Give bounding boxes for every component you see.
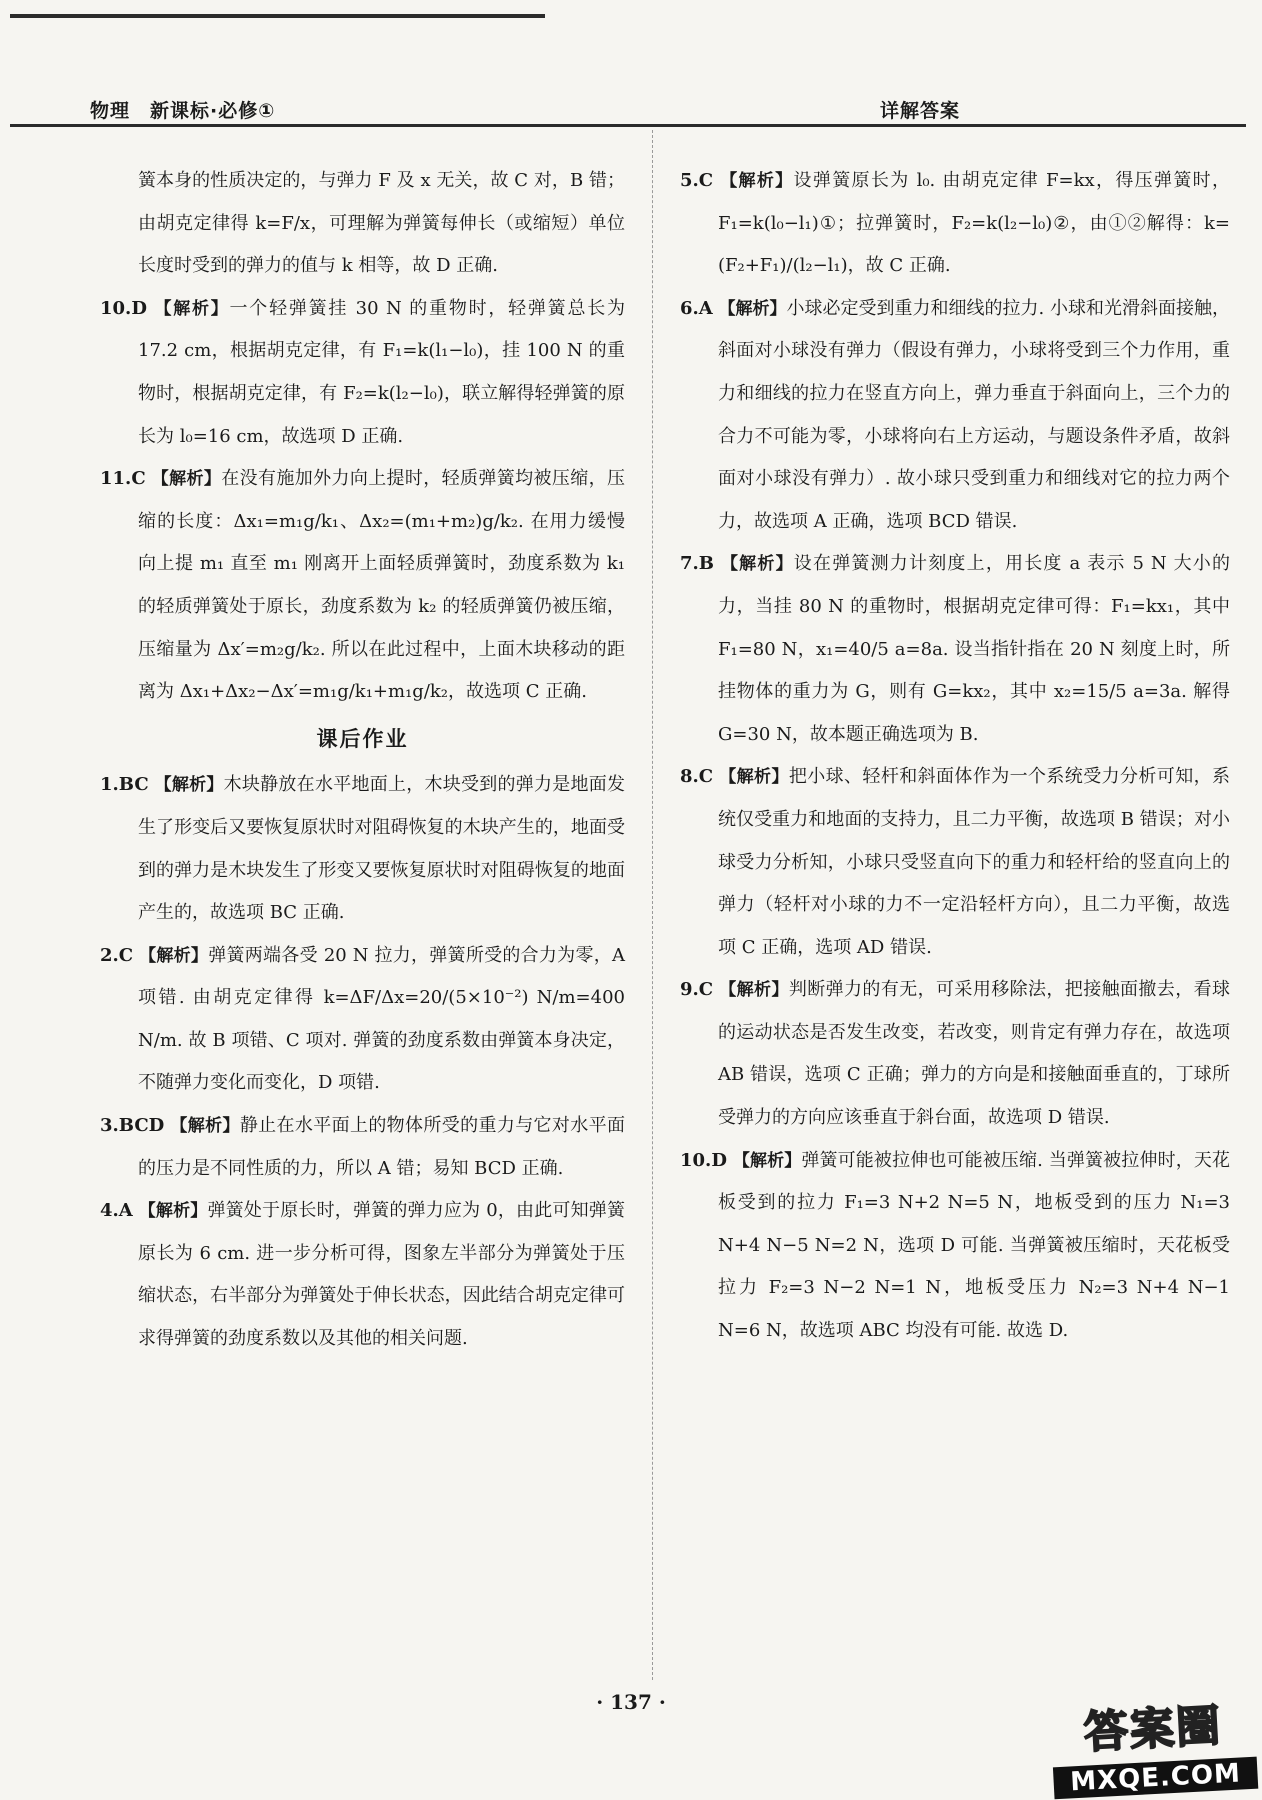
answer-item <box>680 1140 1230 1353</box>
answer-item <box>100 1105 625 1190</box>
analysis-tag: 【解析】 <box>718 298 787 319</box>
answer-text: 簧本身的性质决定的，与弹力 F 及 x 无关，故 C 对，B 错；由胡克定律得 k=F/x，可理解为弹簧每伸长（或缩短）单位长度时受到的弹力的值与 k 相等，故 D 正确. <box>138 170 625 277</box>
header-subject: 物理 新课标·必修① <box>90 100 276 122</box>
answer-number: 3.BCD <box>100 1115 165 1137</box>
answer-number: 8.C <box>680 766 714 788</box>
answer-text: 设在弹簧测力计刻度上，用长度 a 表示 5 N 大小的力，当挂 80 N 的重物时，根据胡克定律可得：F₁=kx₁，其中F₁=80 N，x₁=40/5 a=8a. 设当指针指在 20 N 刻度上时，所挂物体的重力为 G，则有 G=kx₂，其中 x₂=15/5 a=3a. 解得 G=30 N，故本题正确选项为 B. <box>718 553 1231 745</box>
column-divider <box>652 130 653 1680</box>
answer-number: 9.C <box>680 979 714 1001</box>
answer-text: 一个轻弹簧挂 30 N 的重物时，轻弹簧总长为 17.2 cm，根据胡克定律，有 F₁=k(l₁−l₀)，挂 100 N 的重物时，根据胡克定律，有 F₂=k(l₂−l₀)，联立解得轻弹簧的原长为 l₀=16 cm，故选项 D 正确. <box>138 297 625 447</box>
page-number: · 137 · <box>596 1690 666 1714</box>
answer-number: 6.A <box>680 297 713 319</box>
page-header <box>10 96 1246 124</box>
answer-text: 设弹簧原长为 l₀. 由胡克定律 F=kx，得压弹簧时，F₁=k(l₀−l₁)①；拉弹簧时，F₂=k(l₂−l₀)②，由①②解得：k=(F₂+F₁)/(l₂−l₁)，故 C 正确. <box>718 170 1230 277</box>
answer-text: 弹簧可能被拉伸也可能被压缩. 当弹簧被拉伸时，天花板受到的拉力 F₁=3 N+2 N=5 N，地板受到的压力 N₁=3 N+4 N−5 N=2 N，选项 D 可能. 当弹簧被压缩时，天花板受拉力 F₂=3 N−2 N=1 N，地板受压力 N₂=3 N+4 N−1 N=6 N，故选项 ABC 均没有可能. 故选 D. <box>718 1149 1230 1342</box>
header-section: 详解答案 <box>880 100 961 122</box>
answer-number: 4.A <box>100 1200 133 1222</box>
answer-item <box>100 764 625 934</box>
answer-number: 10.D <box>100 297 147 319</box>
analysis-tag: 【解析】 <box>154 298 230 319</box>
answer-number: 7.B <box>680 553 715 575</box>
analysis-tag: 【解析】 <box>720 171 794 191</box>
answer-item <box>680 288 1230 544</box>
watermark-logo <box>1050 1695 1259 1800</box>
analysis-tag: 【解析】 <box>138 1201 208 1222</box>
answer-text: 弹簧处于原长时，弹簧的弹力应为 0，由此可知弹簧原长为 6 cm. 进一步分析可得，图象左半部分为弹簧处于压缩状态，右半部分为弹簧处于伸长状态，因此结合胡克定律可求得弹簧的劲度系数以及其他的相关问题. <box>138 1200 626 1350</box>
analysis-tag: 【解析】 <box>170 1116 240 1137</box>
analysis-tag: 【解析】 <box>720 554 794 575</box>
answer-item <box>100 1190 625 1360</box>
analysis-tag: 【解析】 <box>139 945 209 966</box>
answer-number: 5.C <box>680 170 714 191</box>
right-column <box>680 160 1230 1353</box>
answer-text: 静止在水平面上的物体所受的重力与它对水平面的压力是不同性质的力，所以 A 错；易知 BCD 正确. <box>138 1115 625 1179</box>
left-column <box>100 160 625 1361</box>
answer-item <box>680 543 1230 756</box>
answer-text: 木块静放在水平地面上，木块受到的弹力是地面发生了形变后又要恢复原状时对阻碍恢复的木块产生的，地面受到的弹力是木块发生了形变又要恢复原状时对阻碍恢复的地面产生的，故选项 BC 正确. <box>138 774 625 924</box>
top-rule <box>10 14 545 18</box>
answer-item <box>100 160 625 288</box>
answer-number: 11.C <box>100 468 146 490</box>
watermark-url: MXQE.COM <box>1053 1757 1258 1800</box>
watermark-text: 答案圈 <box>1082 1700 1224 1759</box>
answer-item <box>100 288 625 458</box>
analysis-tag: 【解析】 <box>151 469 222 490</box>
section-title: 课后作业 <box>316 726 409 751</box>
answer-number: 10.D <box>680 1149 727 1171</box>
header-rule <box>10 124 1246 127</box>
answer-item <box>100 458 625 714</box>
answer-text: 小球必定受到重力和细线的拉力. 小球和光滑斜面接触，斜面对小球没有弹力（假设有弹力，小球将受到三个力作用，重力和细线的拉力在竖直方向上，弹力垂直于斜面向上，三个力的合力不可能为零，小球将向右上方运动，与题设条件矛盾，故斜面对小球没有弹力）. 故小球只受到重力和细线对它的拉力两个力，故选项 A 正确，选项 BCD 错误. <box>718 297 1230 532</box>
answer-text: 判断弹力的有无，可采用移除法，把接触面撤去，看球的运动状态是否发生改变，若改变，则肯定有弹力存在，故选项 AB 错误，选项 C 正确；弹力的方向是和接触面垂直的，丁球所受弹力的方向应该垂直于斜台面，故选项 D 错误. <box>718 979 1230 1129</box>
analysis-tag: 【解析】 <box>719 980 789 1001</box>
answer-text: 在没有施加外力向上提时，轻质弹簧均被压缩，压缩的长度：Δx₁=m₁g/k₁、Δx₂=(m₁+m₂)g/k₂. 在用力缓慢向上提 m₁ 直至 m₁ 刚离开上面轻质弹簧时，劲度系数为 k₁ 的轻质弹簧处于原长，劲度系数为 k₂ 的轻质弹簧仍被压缩，压缩量为 Δx′=m₂g/k₂. 所以在此过程中，上面木块移动的距离为 Δx₁+Δx₂−Δx′=m₁g/k₁+m₁g/k₂，故选项 C 正确. <box>138 468 625 703</box>
answer-item <box>680 160 1230 288</box>
answer-item <box>100 935 625 1105</box>
answer-item <box>680 969 1230 1139</box>
answer-text: 弹簧两端各受 20 N 拉力，弹簧所受的合力为零，A 项错. 由胡克定律得 k=ΔF/Δx=20/(5×10⁻²) N/m=400 N/m. 故 B 项错、C 项对. 弹簧的劲度系数由弹簧本身决定，不随弹力变化而变化，D 项错. <box>138 944 625 1094</box>
answer-text: 把小球、轻杆和斜面体作为一个系统受力分析可知，系统仅受重力和地面的支持力，且二力平衡，故选项 B 错误；对小球受力分析知，小球只受竖直向下的重力和轻杆给的竖直向上的弹力（轻杆对小球的力不一定沿轻杆方向），且二力平衡，故选项 C 正确，选项 AD 错误. <box>718 766 1230 958</box>
answer-number: 2.C <box>100 944 134 966</box>
answer-item <box>680 756 1230 969</box>
analysis-tag: 【解析】 <box>732 1150 802 1171</box>
answer-number: 1.BC <box>100 774 149 796</box>
analysis-tag: 【解析】 <box>719 767 789 788</box>
analysis-tag: 【解析】 <box>154 775 224 796</box>
